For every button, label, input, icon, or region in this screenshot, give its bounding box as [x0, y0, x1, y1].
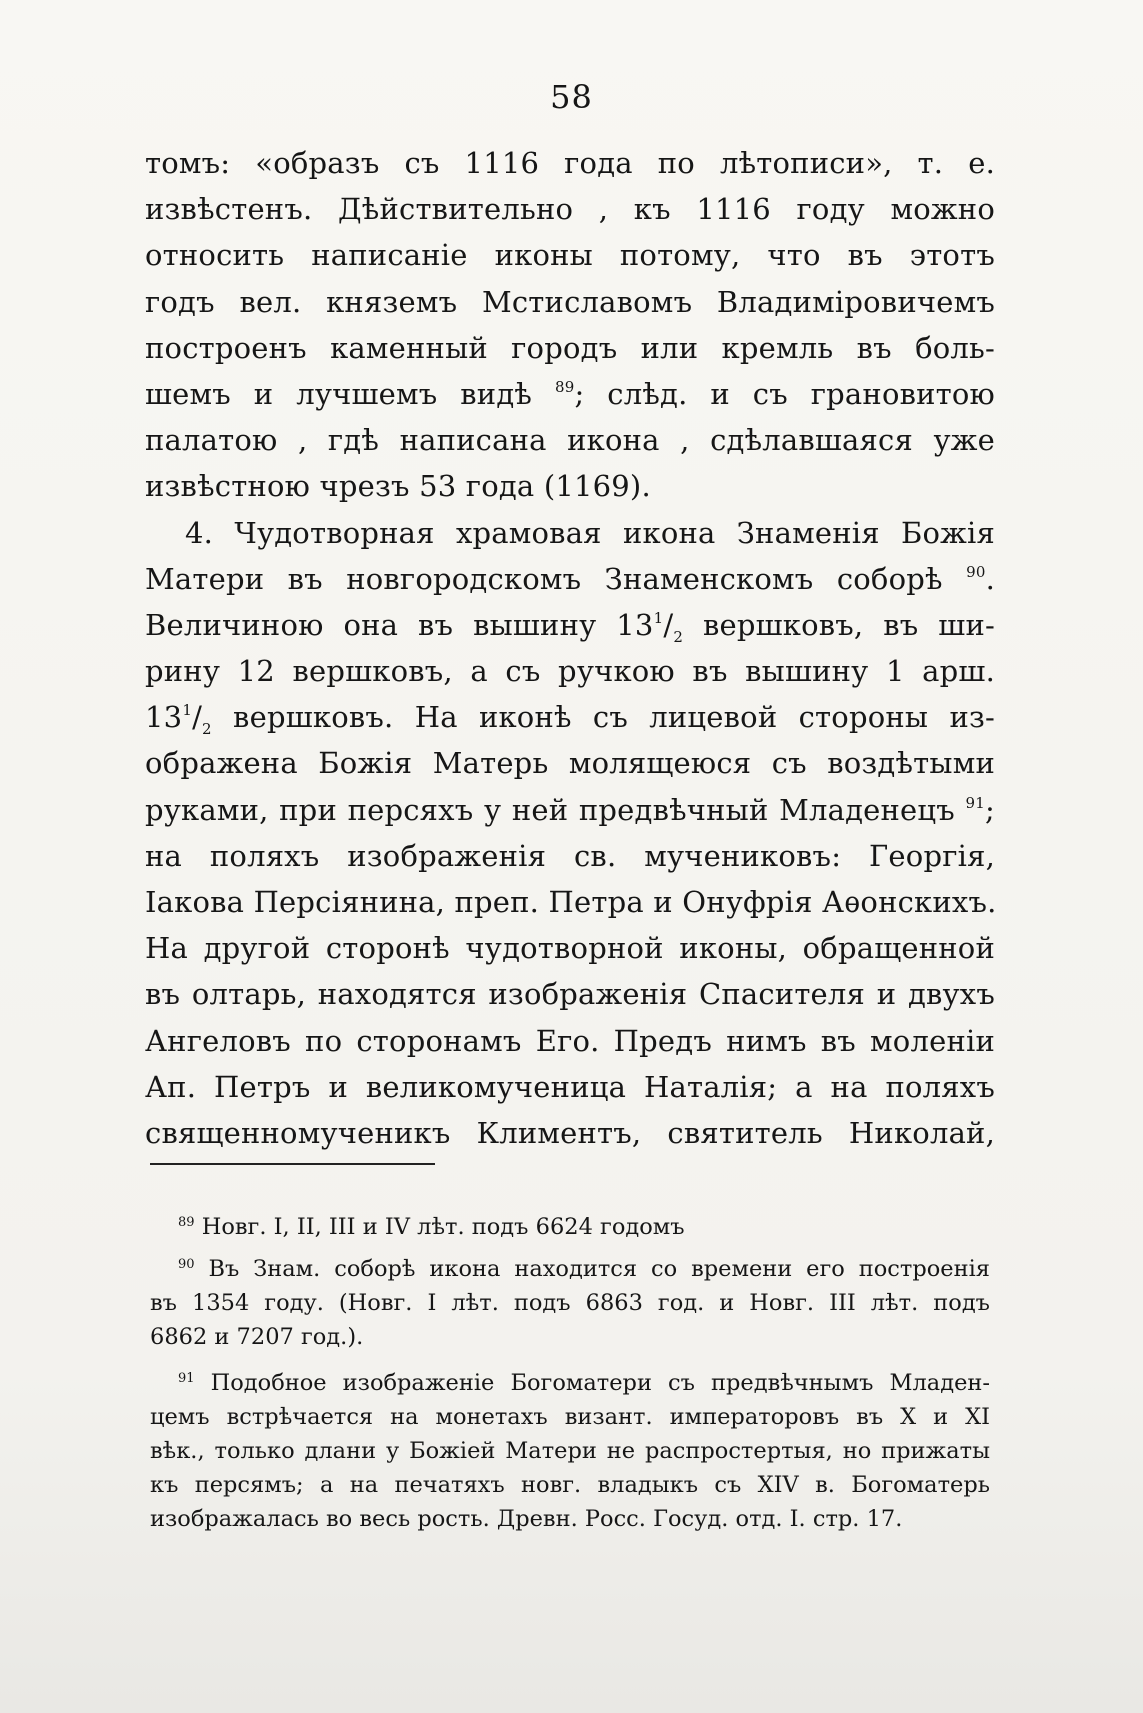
fraction-numerator: 1: [653, 608, 664, 627]
page-number: 58: [550, 78, 593, 116]
text-line: рину 12 вершковъ, а съ ручкою въ вышину 1 арш.: [145, 654, 995, 689]
text-line: Іакова Персіянина, преп. Петра и Онуфрія Аѳонскихъ.: [145, 885, 997, 919]
footnote-line: 6862 и 7207 год.).: [150, 1324, 364, 1350]
footnote-text: Новг. I, II, III и IV лѣт. подъ 6624 годомъ: [201, 1214, 685, 1240]
text-line: 4. Чудотворная храмовая икона Знаменія Божія: [185, 515, 995, 550]
text-line: [145, 371, 995, 417]
text-line: Величиною она въ вышину $13^1/_2$ вершковъ, въ ши-: [145, 607, 995, 646]
fraction-numerator: 1: [182, 701, 193, 720]
text-line: извѣстенъ. Дѣйствительно , къ 1116 году можно: [145, 192, 995, 227]
footnote-89: [150, 1210, 990, 1244]
footnote-line: изображалась во весь рость. Древн. Росс. Госуд. отд. I. стр. 17.: [150, 1506, 903, 1532]
text-line: [145, 787, 995, 833]
text-line: въ олтарь, находятся изображенія Спасителя и двухъ: [145, 977, 995, 1012]
text-line: извѣстною чрезъ 53 года (1169).: [145, 469, 651, 504]
footnote-line: къ персямъ; а на печатяхъ новг. владыкъ съ XIV в. Богоматерь: [150, 1472, 990, 1498]
footnote-ref-91: 91: [965, 793, 986, 812]
footnote-ref-90: 90: [966, 562, 986, 581]
text-segment: вершковъ. На иконѣ съ лицевой стороны из-: [211, 700, 995, 735]
footnote-91: [150, 1366, 990, 1400]
text-line: ображена Божія Матерь молящеюся съ воздѣтыми: [145, 746, 995, 781]
footnote-line: въ 1354 году. (Новг. I лѣт. подъ 6863 год. и Новг. III лѣт. подъ: [150, 1290, 990, 1316]
text-segment: 13: [145, 700, 183, 735]
text-line: $13^1/_2$ вершковъ. На иконѣ съ лицевой стороны из-: [145, 700, 995, 739]
text-segment: вершковъ, въ ши-: [683, 607, 995, 642]
fraction-denominator: 2: [202, 720, 212, 739]
text-segment: ; слѣд. и съ грановитою: [574, 376, 996, 411]
text-line: священномученикъ Климентъ, святитель Николай,: [145, 1115, 995, 1150]
footnotes: [150, 1210, 990, 1536]
text-line: На другой сторонѣ чудотворной иконы, обращенной: [145, 931, 995, 966]
text-segment: .: [985, 561, 995, 596]
text-line: томъ: «образъ съ 1116 года по лѣтописи», т. е.: [145, 146, 995, 180]
footnote-text: Подобное изображеніе Богоматери съ предвѣчнымъ Младен-: [210, 1370, 990, 1396]
text-segment: руками, при персяхъ у ней предвѣчный Младенецъ: [145, 792, 966, 827]
text-line: Ангеловъ по сторонамъ Его. Предъ нимъ въ моленіи: [145, 1023, 995, 1058]
text-segment: Матери въ новгородскомъ Знаменскомъ соборѣ: [145, 561, 967, 596]
text-line: Ап. Петръ и великомученица Наталія; а на поляхъ: [145, 1069, 995, 1104]
main-text: [145, 140, 995, 1156]
text-line: [145, 556, 995, 602]
footnote-number: 90: [178, 1257, 195, 1272]
fraction-denominator: 2: [673, 627, 684, 646]
text-segment: Величиною она въ вышину 13: [145, 607, 654, 642]
text-line: палатою , гдѣ написана икона , сдѣлавшаяся уже: [145, 423, 995, 458]
footnote-text: Въ Знам. соборѣ икона находится со времени его построенія: [208, 1256, 991, 1282]
text-line: построенъ каменный городъ или кремль въ боль-: [145, 330, 995, 365]
footnote-line: вѣк., только длани у Божіей Матери не распростертыя, но прижаты: [150, 1438, 990, 1464]
footnote-number: 89: [178, 1215, 195, 1230]
text-segment: ;: [985, 792, 995, 827]
text-line: на поляхъ изображенія св. мучениковъ: Георгія,: [145, 838, 995, 873]
footnote-number: 91: [178, 1371, 195, 1386]
footnote-ref-89: 89: [554, 377, 575, 396]
text-line: годъ вел. княземъ Мстиславомъ Владиміровичемъ: [145, 284, 995, 319]
footnote-90: [150, 1252, 990, 1286]
text-segment: шемъ и лучшемъ видѣ: [145, 376, 555, 411]
footnote-line: цемъ встрѣчается на монетахъ визант. императоровъ въ X и XI: [150, 1404, 990, 1430]
text-line: относить написаніе иконы потому, что въ этотъ: [145, 238, 995, 273]
footnote-divider: [150, 1163, 435, 1165]
